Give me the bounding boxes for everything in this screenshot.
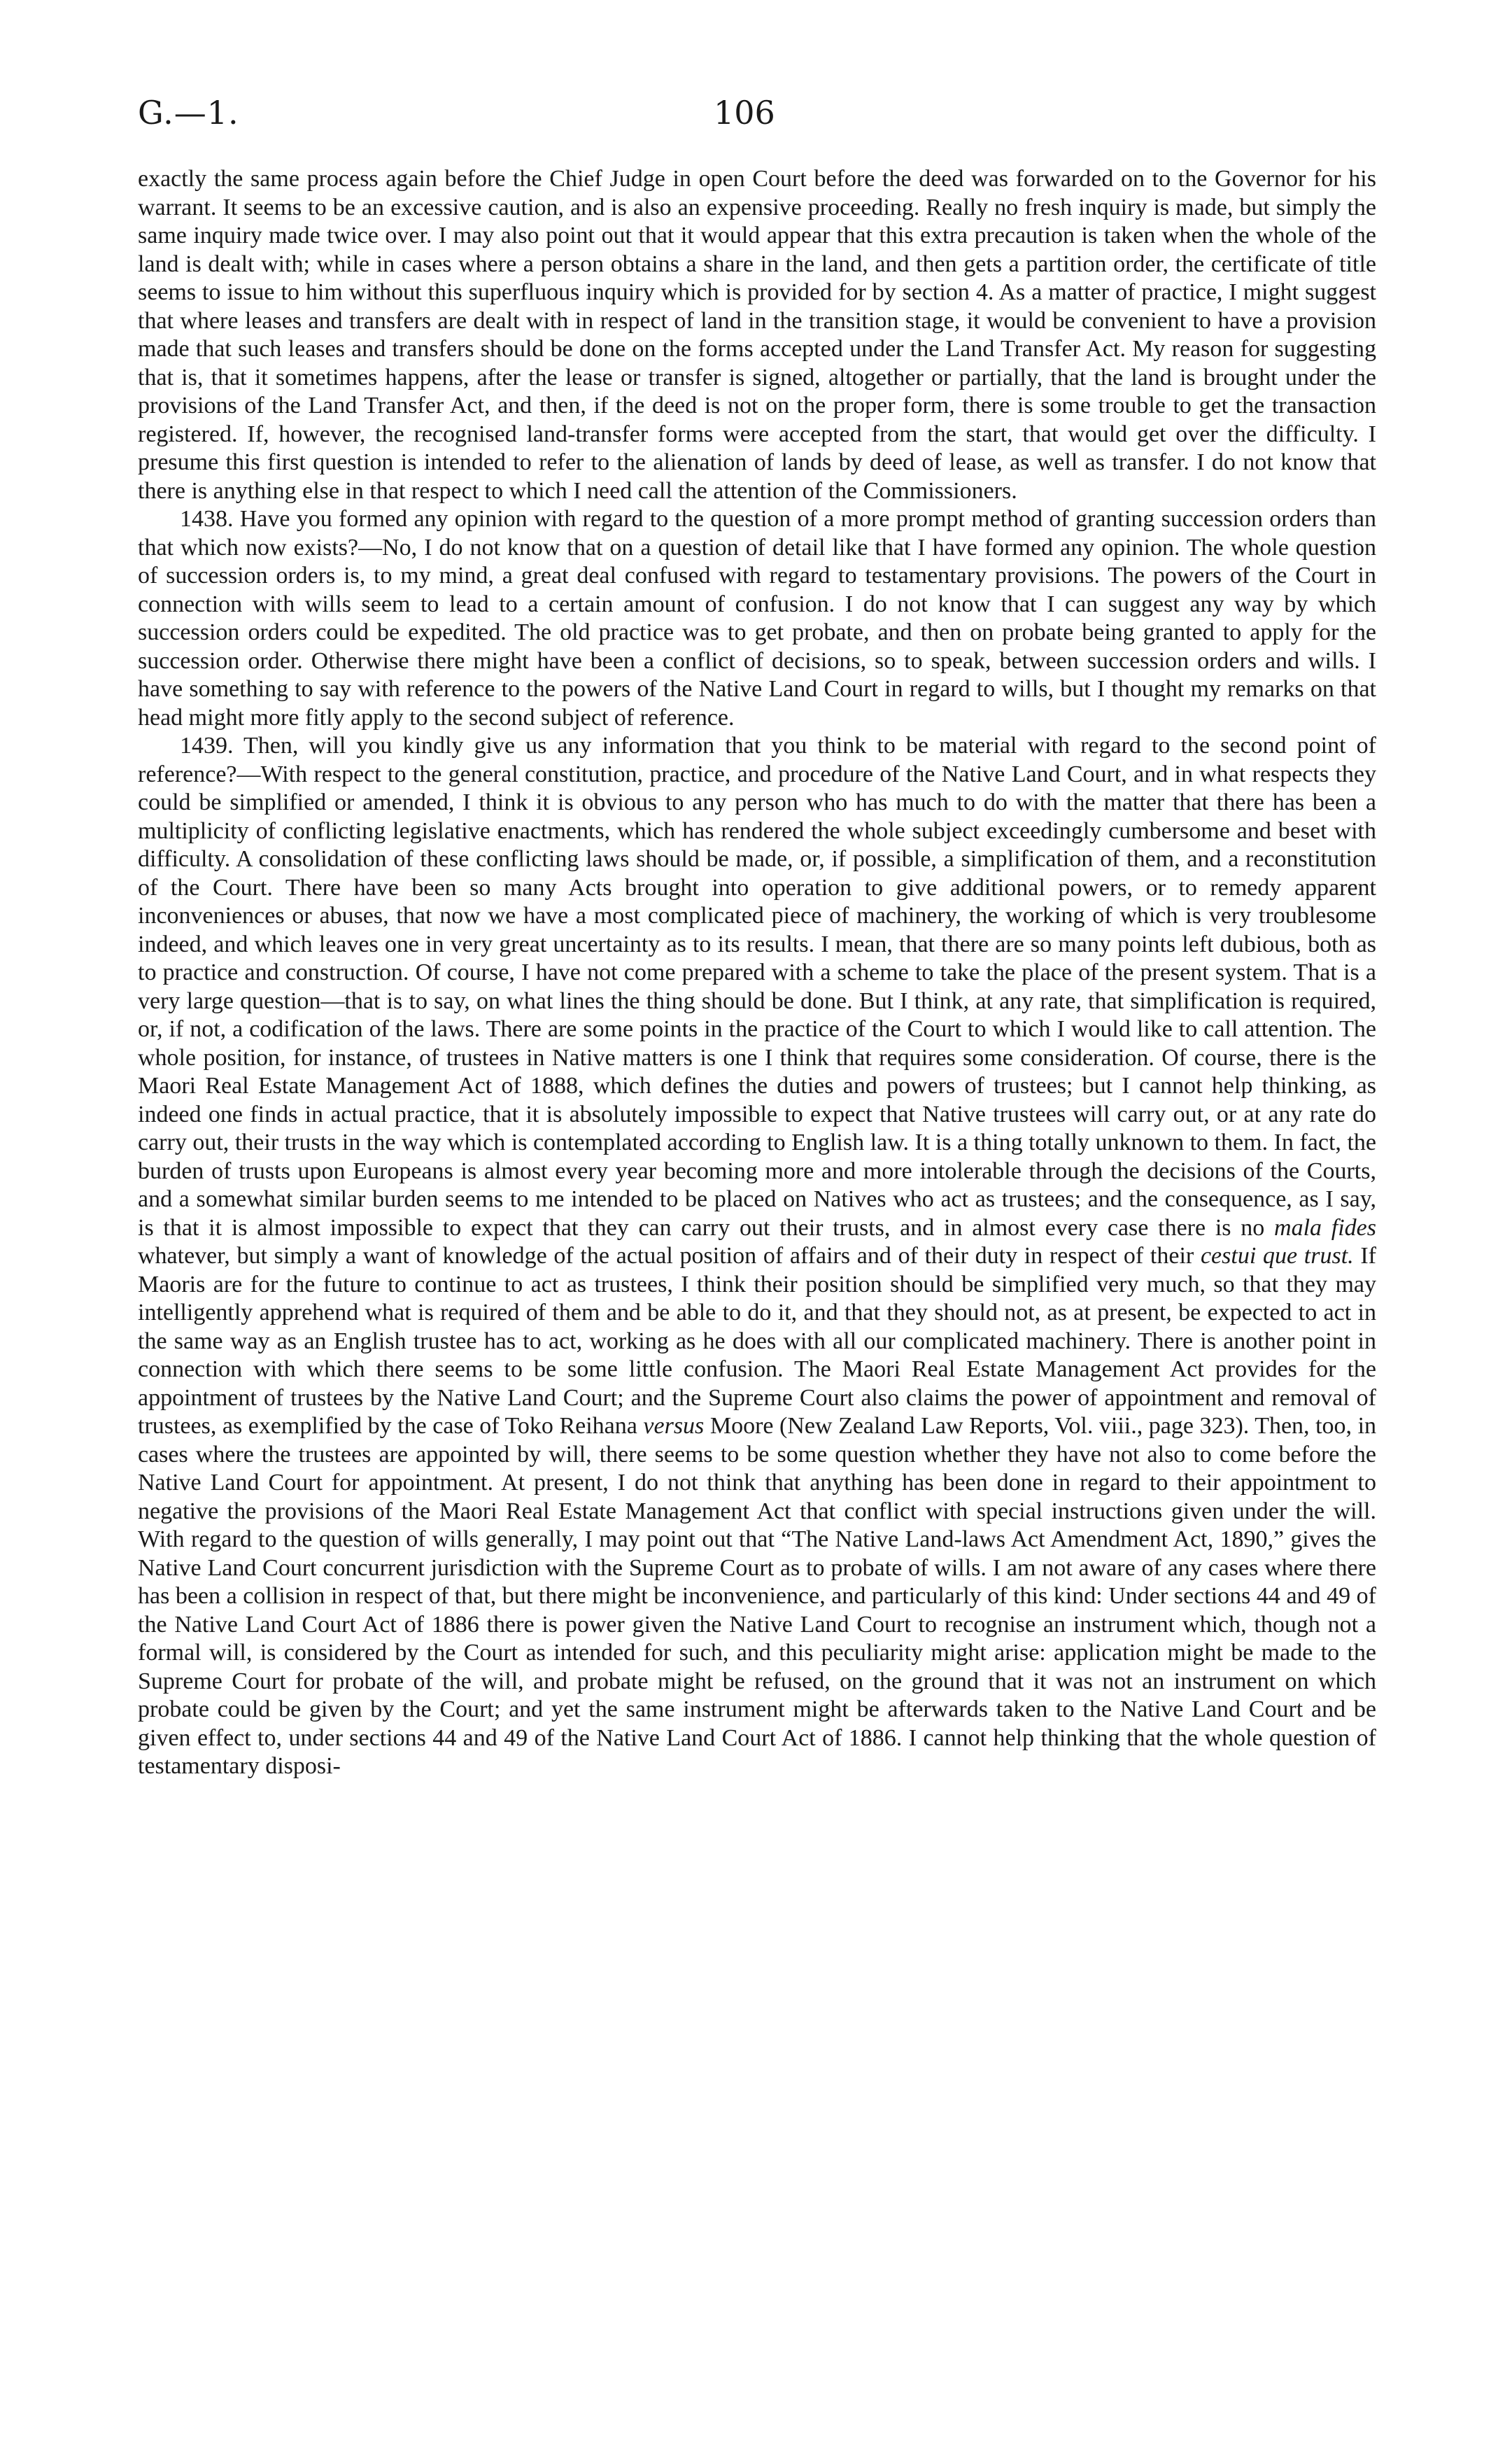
italic-mala-fides: mala fides — [1274, 1214, 1376, 1241]
page-number: 106 — [714, 94, 775, 132]
q1439-text-part-3: If Maoris are for the future to continue to act as trustees, I think their position should be simplified very much, so that they may intelligently apprehend what is required of them and be able to do it, and that they should not, as at present, be expected to act in the same way as an English trustee has to act, working as he does with all our complicated machinery. There is another point in connection with which there seems to be some little confusion. The Maori Real Estate Management Act provides for the appointment of trustees by the Native Land Court; and the Supreme Court also claims the power of appointment and removal of trustees, as exemplified by the case of Toko Reihana — [138, 1243, 1377, 1439]
paragraph-continuation: exactly the same process again before the Chief Judge in open Court before the deed was forwarded on to the Governor for his warrant. It seems to be an excessive caution, and is also an expensive proceeding. Really no fresh inquiry is made, but simply the same inquiry made twice over. I may also point out that it would appear that this extra precaution is taken when the whole of the land is dealt with; while in cases where a person obtains a share in the land, and then gets a partition order, the certificate of title seems to issue to him without this superfluous inquiry which is provided for by section 4. As a matter of practice, I might suggest that where leases and transfers are dealt with in respect of land in the transition stage, it would be convenient to have a provision made that such leases and transfers should be done on the forms accepted under the Land Transfer Act. My reason for suggesting that is, that it sometimes happens, after the lease or transfer is signed, altogether or partially, that the land is brought under the provisions of the Land Transfer Act, and then, if the deed is not on the proper form, there is some trouble to get the transaction registered. If, however, the recognised land-transfer forms were accepted from the start, that would get over the difficulty. I presume this first question is intended to refer to the alienation of lands by deed of lease, as well as transfer. I do not know that there is anything else in that respect to which I need call the attention of the Commissioners. — [138, 166, 1376, 504]
body-text — [138, 165, 1376, 1781]
q1439-text-part-2: whatever, but simply a want of knowledge of the actual position of affairs and of their duty in respect of their — [138, 1243, 1194, 1269]
paragraph-question-1439 — [138, 732, 1376, 1781]
series-reference: G.—1. — [138, 94, 239, 132]
q1439-text-part-4: Moore (New Zealand Law Reports, Vol. viii., page 323). Then, too, in cases where the trustees are appointed by will, there seems to be some question whether they have not also to come before the Native Land Court for appointment. At present, I do not think that anything has been done in regard to their appointment to negative the provisions of the Maori Real Estate Management Act that conflict with special instructions given under the will. With regard to the question of wills generally, I may point out that “The Native Land-laws Act Amendment Act, 1890,” gives the Native Land Court concurrent jurisdiction with the Supreme Court as to probate of wills. I am not aware of any cases where there has been a collision in respect of that, but there might be inconvenience, and particularly of this kind: Under sections 44 and 49 of the Native Land Court Act of 1886 there is power given the Native Land Court to recognise an instrument which, though not a formal will, is considered by the Court as intended for such, and this peculiarity might arise: application might be made to the Supreme Court for probate of the will, and probate might be refused, on the ground that it was not an instrument on which probate could be given by the Court; and yet the same instrument might be afterwards taken to the Native Land Court and be given effect to, under sections 44 and 49 of the Native Land Court Act of 1886. I cannot help thinking that the whole question of testamentary disposi- — [138, 1413, 1377, 1779]
paragraph-question-1438: 1438. Have you formed any opinion with regard to the question of a more prompt method of granting succession orders than that which now exists?—No, I do not know that on a question of detail like that I have formed any opinion. The whole question of succession orders is, to my mind, a great deal confused with regard to testamentary provisions. The powers of the Court in connection with wills seem to lead to a certain amount of confusion. I do not know that I can suggest any way by which succession orders could be expedited. The old practice was to get probate, and then on probate being granted to apply for the succession order. Otherwise there might have been a conflict of decisions, so to speak, between succession orders and wills. I have something to say with reference to the powers of the Native Land Court in regard to wills, but I thought my remarks on that head might more fitly apply to the second subject of reference. — [138, 506, 1376, 731]
italic-versus: versus — [643, 1413, 705, 1439]
italic-cestui-que-trust: cestui que trust. — [1200, 1243, 1354, 1269]
q1439-text-part-1: 1439. Then, will you kindly give us any information that you think to be material with regard to the second point of reference?—With respect to the general constitution, practice, and procedure of the Native Land Court, and in what respects they could be simplified or amended, I think it is obvious to any person who has much to do with the matter that there has been a multiplicity of conflicting legislative enactments, which has rendered the whole subject exceedingly cumbersome and beset with difficulty. A consolidation of these conflicting laws should be made, or, if possible, a simplification of them, and a reconstitution of the Court. There have been so many Acts brought into operation to give additional powers, or to remedy apparent inconveniences or abuses, that now we have a most complicated piece of machinery, the working of which is very troublesome indeed, and which leaves one in very great uncertainty as to its results. I mean, that there are so many points left dubious, both as to practice and construction. Of course, I have not come prepared with a scheme to take the place of the present system. That is a very large question—that is to say, on what lines the thing should be done. But I think, at any rate, that simplification is required, or, if not, a codification of the laws. There are some points in the practice of the Court to which I would like to call attention. The whole position, for instance, of trustees in Native matters is one I think that requires some consideration. Of course, there is the Maori Real Estate Management Act of 1888, which defines the duties and powers of trustees; but I cannot help thinking, as indeed one finds in actual practice, that it is absolutely impossible to expect that Native trustees will carry out, or at any rate do carry out, their trusts in the way which is contemplated according to English law. It is a thing totally unknown to them. In fact, the burden of trusts upon Europeans is almost every year becoming more and more intolerable through the decisions of the Courts, and a somewhat similar burden seems to me intended to be placed on Natives who act as trustees; and the consequence, as I say, is that it is almost impossible to expect that they can carry out their trusts, and in almost every case there is no — [138, 733, 1376, 1241]
